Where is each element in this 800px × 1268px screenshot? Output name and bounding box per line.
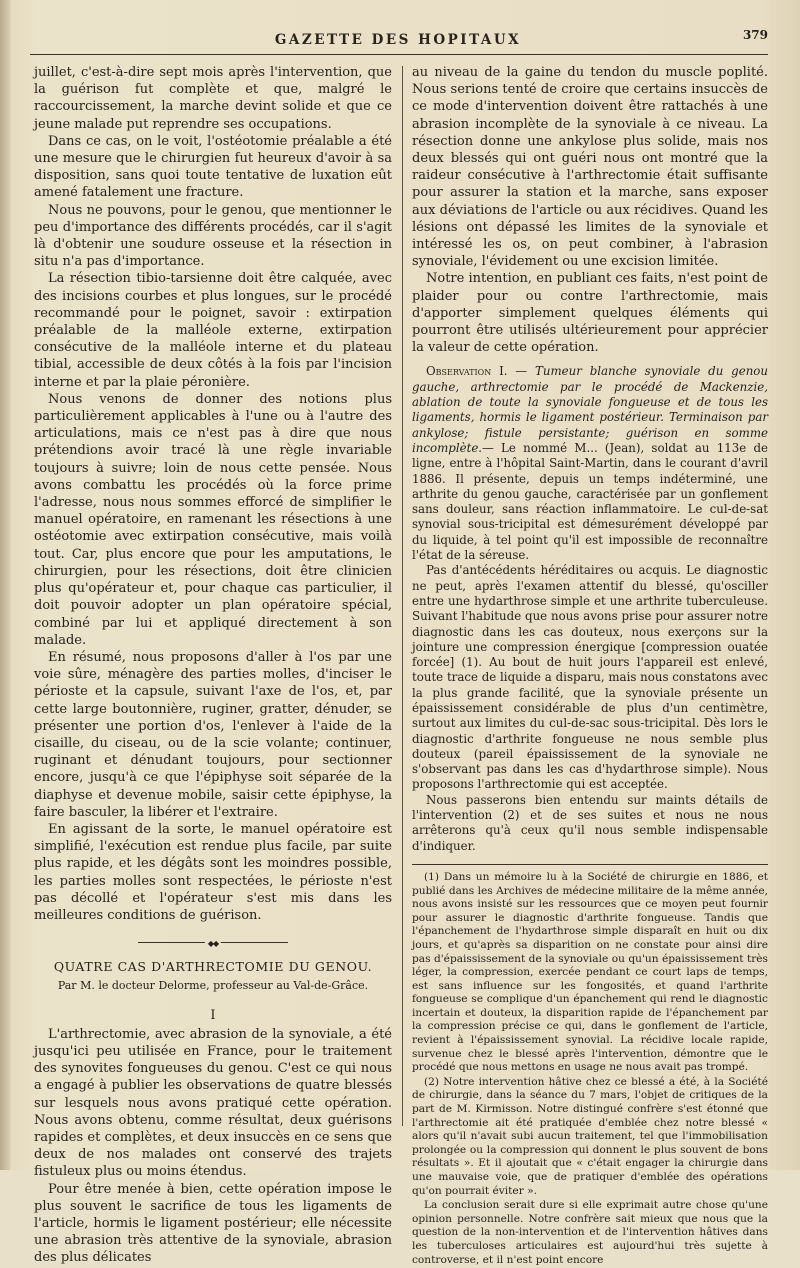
right-column <box>412 64 768 1268</box>
paragraph: Nous ne pouvons, pour le genou, que mentionner le peu d'importance des différents procédés, car il s'agit là d'obtenir une soudure osseuse et la résection in situ n'a pas d'importance. <box>34 202 392 270</box>
observation-block <box>412 364 768 854</box>
left-column <box>34 64 392 1267</box>
header-rule <box>30 54 768 55</box>
paragraph: En agissant de la sorte, le manuel opératoire est simplifié, l'exécution est rendue plus facile, par suite plus rapide, et les dégâts sont les moindres possible, les parties molles sont respectées, le périoste n'est pas décollé et l'opérateur s'est mis dans les meilleures conditions de guérison. <box>34 821 392 923</box>
paragraph: Nous venons de donner des notions plus particulièrement applicables à l'une ou à l'autre des articulations, mais ce n'est pas à dire que nous prétendions avoir tracé là une règle invariable toujours à suivre; loin de nous cette pensée. Nous avons combattu les procédés où la force prime l'adresse, nous nous sommes efforcé de simplifier le manuel opératoire, en ramenant les résections à une ostéotomie avec extirpation consécutive, mais voilà tout. Car, plus encore que pour les amputations, le chirurgien, pour les résections, doit être clinicien plus qu'opérateur et, pour chaque cas particulier, il doit pouvoir adopter un plan opératoire spécial, combiné par lui et appliqué directement à son malade. <box>34 391 392 648</box>
observation-heading <box>412 364 768 563</box>
footnote: (1) Dans un mémoire lu à la Société de chirurgie en 1886, et publié dans les Archives de médecine militaire de la même année, nous avons insisté sur les ressources que ce moyen peut fournir pour assurer le diagnostic d'arthrite fongueuse. Tandis que l'épanchement de l'hydarthrose simple disparaît en huit ou dix jours, et qu'après sa disparition on ne constate pour ainsi dire pas d'épaississement de la synoviale ou qu'un épaississement très léger, la compression, exercée pendant ce court laps de temps, est sans influence sur les fongosités, et quand l'arthrite fongueuse se complique d'un épanchement qui rend le diagnostic incertain et douteux, la disparition rapide de l'épanchement par la compression précise ce qui, dans le gonflement de l'article, revient à l'épaississement synovial. La récidive locale rapide, survenue chez le blessé après l'intervention, démontre que le procédé que nous mettons en usage ne nous avait pas trompé. <box>412 870 768 1074</box>
paragraph: En résumé, nous proposons d'aller à l'os par une voie sûre, ménagère des parties molles, d'inciser le périoste et la capsule, suivant l'axe de l'os, et, par cette large boutonnière, ruginer, gratter, dénuder, se présenter une portion d'os, l'enlever à l'aide de la cisaille, du ciseau, ou de la scie volante; continuer, ruginant et dénudant toujours, pour sectionner encore, jusqu'à ce que l'épiphyse soit séparée de la diaphyse et devenue mobile, saisir cette épiphyse, la faire basculer, la libérer et l'extraire. <box>34 649 392 820</box>
page-header <box>28 28 768 54</box>
paragraph: au niveau de la gaine du tendon du muscle poplité. Nous serions tenté de croire que certains insuccès de ce mode d'intervention doivent être rattachés à une abrasion incomplète de la synoviale à ce niveau. La résection donne une ankylose plus solide, mais nos deux blessés qui ont guéri nous ont montré que la raideur consécutive à l'arthrectomie était suffisante pour assurer la station et la marche, sans exposer aux déviations de l'article ou aux récidives. Quand les lésions ont dépassé les limites de la synoviale et intéressé les os, on peut combiner, à l'abrasion synoviale, l'évidement ou une excision limitée. <box>412 65 768 270</box>
paragraph: La résection tibio-tarsienne doit être calquée, avec des incisions courbes et plus longues, sur le procédé recommandé pour le poignet, savoir : extirpation préalable de la malléole externe, extirpation consécutive de la malléole interne et du plateau tibial, accessible de deux côtés à la fois par l'incision interne et par la plaie péronière. <box>34 271 392 390</box>
section-number: I <box>210 1007 216 1023</box>
footnotes <box>412 871 768 1267</box>
paragraph: Notre intention, en publiant ces faits, n'est point de plaider pour ou contre l'arthrectomie, mais d'apporter simplement quelques éléments qui pourront être utilisés ultérieurement pour apprécier la valeur de cette opération. <box>412 271 768 356</box>
paragraph: Dans ce cas, on le voit, l'ostéotomie préalable a été une mesure que le chirurgien fut heureux d'avoir à sa disposition, sans quoi toute tentative de luxation eût amené fatalement une fracture. <box>34 133 392 201</box>
column-divider <box>402 66 403 1126</box>
paragraph: Pas d'antécédents héréditaires ou acquis. Le diagnostic ne peut, après l'examen attentif du blessé, qu'osciller entre une hydarthrose simple et une arthrite tuberculeuse. Suivant l'habitude que nous avons prise pour assurer notre diagnostic dans les cas douteux, nous exerçons sur la jointure une compression énergique [compression ouatée forcée] (1). Au bout de huit jours l'appareil est enlevé, toute trace de liquide a disparu, mais nous constatons avec la plus grande facilité, que la synoviale présente un épaississement considérable de plus d'un centimètre, surtout aux limites du cul-de-sac sous-tricipital. Dès lors le diagnostic d'arthrite fongueuse ne nous semble plus douteux (pareil épaississement de la synoviale ne s'observant pas dans les cas d'hydarthrose simple). Nous proposons l'arthrectomie qui est acceptée. <box>412 563 768 792</box>
paragraph: juillet, c'est-à-dire sept mois après l'intervention, que la guérison fut complète et que, malgré le raccourcissement, la marche devint solide et que ce jeune malade put reprendre ses occupations. <box>34 65 392 132</box>
observation-body-lead: — Le nommé M... (Jean), soldat au 113e de ligne, entre à l'hôpital Saint-Martin, dans le courant d'avril 1886. Il présente, depuis un temps indéterminé, une arthrite du genou gauche, caractérisée par un gonflement sans douleur, sans réaction inflammatoire. Le cul-de-sat synovial sous-tricipital est démesurément développé par du liquide, à tel point qu'il est impossible de reconnaître l'état de la séreuse. <box>412 440 768 563</box>
page-number: 379 <box>742 28 768 42</box>
article-author: Par M. le docteur Delorme, professeur au Val-de-Grâce. <box>57 979 369 993</box>
observation-label: Observation I. <box>426 364 508 379</box>
journal-title: GAZETTE DES HOPITAUX <box>274 32 522 48</box>
footnote: (2) Notre intervention hâtive chez ce blessé a été, à la Société de chirurgie, dans la séance du 7 mars, l'objet de critiques de la part de M. Kirmisson. Notre distingué confrère s'est étonné que l'arthrectomie ait été pratiquée d'emblée chez notre blessé « alors qu'il n'avait subi aucun traitement, tel que l'immobilisation prolongée ou la compression qui donnent le plus souvent de bons résultats ». Et il ajoutait que « c'était engager la chirurgie dans une mauvaise voie, que de pratiquer d'emblée des opérations qu'on pourrait éviter ». <box>412 1075 768 1197</box>
page-binding-edge <box>0 0 10 1170</box>
paragraph: L'arthrectomie, avec abrasion de la synoviale, a été jusqu'ici peu utilisée en France, pour le traitement des synovites fongueuses du genou. C'est ce qui nous a engagé à publier les observations de quatre blessés sur lesquels nous avons pratiqué cette opération. Nous avons obtenu, comme résultat, deux guérisons rapides et complètes, et deux insuccès en ce sens que deux de nos malades ont conservé des trajets fistuleux plus ou moins étendus. <box>34 1026 392 1180</box>
observation-title: — Tumeur blanche synoviale du genou gauche, arthrectomie par le procédé de Mackenzie, ablation de toute la synoviale fongueuse et de tous les ligaments, hormis le ligament postérieur. Terminaison par ankylose; fistule persistante; guérison en somme incomplète. <box>412 364 768 455</box>
article-title: QUATRE CAS D'ARTHRECTOMIE DU GENOU. <box>53 959 373 975</box>
paragraph: Nous passerons bien entendu sur maints détails de l'intervention (2) et de ses suites et nous ne nous arrêterons qu'à ceux qu'il nous semble indispensable d'indiquer. <box>412 792 768 853</box>
section-separator <box>138 938 288 946</box>
footnote: La conclusion serait dure si elle exprimait autre chose qu'une opinion personnelle. Notre confrère sait mieux que nous que la question de la non-intervention et de l'intervention hâtives dans les tuberculoses articulaires est aujourd'hui très sujette à controverse, et il n'est point encore <box>412 1199 768 1266</box>
paragraph: Pour être menée à bien, cette opération impose le plus souvent le sacrifice de tous les ligaments de l'article, hormis le ligament postérieur; elle nécessite une abrasion très attentive de la synoviale, abrasion des plus délicates <box>34 1181 392 1266</box>
footnote-rule <box>412 864 768 865</box>
